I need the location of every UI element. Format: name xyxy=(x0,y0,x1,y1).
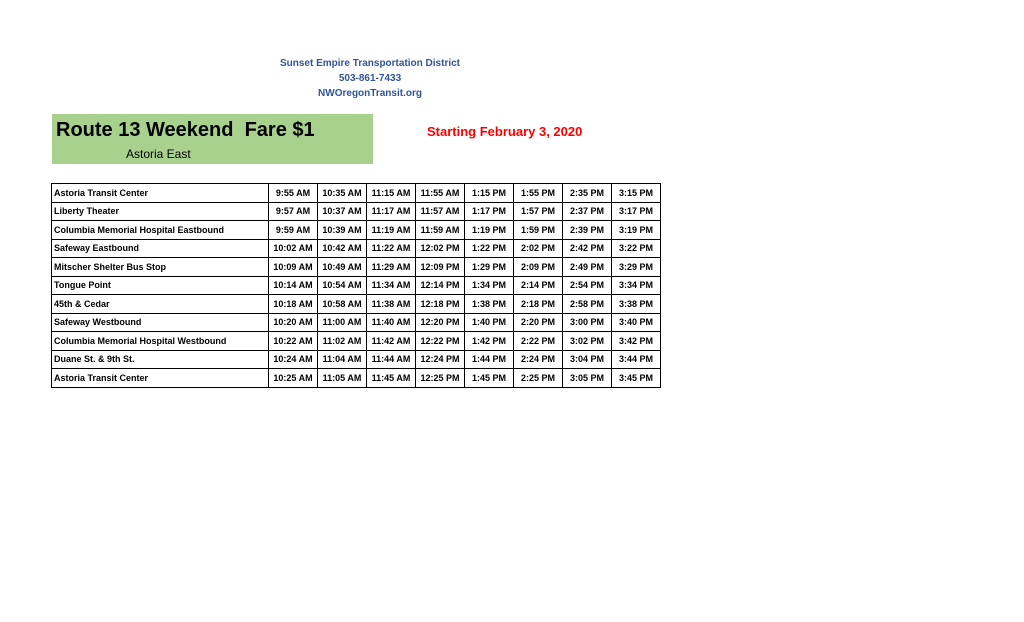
stop-name-cell: Liberty Theater xyxy=(52,202,269,221)
table-row xyxy=(52,332,661,351)
departure-time-cell: 12:22 PM xyxy=(416,332,465,351)
departure-time-cell: 12:24 PM xyxy=(416,350,465,369)
departure-time-cell: 1:40 PM xyxy=(465,313,514,332)
departure-time-cell: 11:45 AM xyxy=(367,369,416,388)
table-row xyxy=(52,258,661,277)
departure-time-cell: 3:44 PM xyxy=(612,350,661,369)
departure-time-cell: 1:42 PM xyxy=(465,332,514,351)
departure-time-cell: 1:15 PM xyxy=(465,184,514,203)
departure-time-cell: 1:44 PM xyxy=(465,350,514,369)
table-row xyxy=(52,202,661,221)
stop-name-cell: Columbia Memorial Hospital Westbound xyxy=(52,332,269,351)
departure-time-cell: 2:42 PM xyxy=(563,239,612,258)
departure-time-cell: 1:17 PM xyxy=(465,202,514,221)
departure-time-cell: 3:40 PM xyxy=(612,313,661,332)
departure-time-cell: 10:35 AM xyxy=(318,184,367,203)
departure-time-cell: 1:57 PM xyxy=(514,202,563,221)
departure-time-cell: 11:55 AM xyxy=(416,184,465,203)
departure-time-cell: 2:37 PM xyxy=(563,202,612,221)
departure-time-cell: 2:18 PM xyxy=(514,295,563,314)
table-row xyxy=(52,221,661,240)
departure-time-cell: 2:39 PM xyxy=(563,221,612,240)
departure-time-cell: 2:54 PM xyxy=(563,276,612,295)
departure-time-cell: 11:22 AM xyxy=(367,239,416,258)
departure-time-cell: 11:15 AM xyxy=(367,184,416,203)
departure-time-cell: 2:49 PM xyxy=(563,258,612,277)
departure-time-cell: 11:05 AM xyxy=(318,369,367,388)
departure-time-cell: 11:17 AM xyxy=(367,202,416,221)
departure-time-cell: 1:22 PM xyxy=(465,239,514,258)
table-row xyxy=(52,369,661,388)
departure-time-cell: 9:59 AM xyxy=(269,221,318,240)
departure-time-cell: 10:39 AM xyxy=(318,221,367,240)
departure-time-cell: 10:18 AM xyxy=(269,295,318,314)
schedule-body xyxy=(52,184,661,388)
start-date-notice: Starting February 3, 2020 xyxy=(427,124,583,139)
departure-time-cell: 10:24 AM xyxy=(269,350,318,369)
departure-time-cell: 11:44 AM xyxy=(367,350,416,369)
departure-time-cell: 12:20 PM xyxy=(416,313,465,332)
departure-time-cell: 10:37 AM xyxy=(318,202,367,221)
departure-time-cell: 11:57 AM xyxy=(416,202,465,221)
departure-time-cell: 10:54 AM xyxy=(318,276,367,295)
departure-time-cell: 11:29 AM xyxy=(367,258,416,277)
departure-time-cell: 12:25 PM xyxy=(416,369,465,388)
departure-time-cell: 1:34 PM xyxy=(465,276,514,295)
departure-time-cell: 10:22 AM xyxy=(269,332,318,351)
departure-time-cell: 3:38 PM xyxy=(612,295,661,314)
departure-time-cell: 11:42 AM xyxy=(367,332,416,351)
agency-website: NWOregonTransit.org xyxy=(318,88,422,99)
departure-time-cell: 3:05 PM xyxy=(563,369,612,388)
departure-time-cell: 11:19 AM xyxy=(367,221,416,240)
departure-time-cell: 2:35 PM xyxy=(563,184,612,203)
departure-time-cell: 11:40 AM xyxy=(367,313,416,332)
table-row xyxy=(52,184,661,203)
table-row xyxy=(52,313,661,332)
departure-time-cell: 3:19 PM xyxy=(612,221,661,240)
departure-time-cell: 3:45 PM xyxy=(612,369,661,388)
stop-name-cell: Mitscher Shelter Bus Stop xyxy=(52,258,269,277)
departure-time-cell: 10:49 AM xyxy=(318,258,367,277)
departure-time-cell: 3:34 PM xyxy=(612,276,661,295)
departure-time-cell: 11:34 AM xyxy=(367,276,416,295)
departure-time-cell: 11:02 AM xyxy=(318,332,367,351)
stop-name-cell: Astoria Transit Center xyxy=(52,184,269,203)
departure-time-cell: 3:42 PM xyxy=(612,332,661,351)
departure-time-cell: 3:17 PM xyxy=(612,202,661,221)
stop-name-cell: 45th & Cedar xyxy=(52,295,269,314)
departure-time-cell: 2:22 PM xyxy=(514,332,563,351)
departure-time-cell: 10:09 AM xyxy=(269,258,318,277)
departure-time-cell: 1:19 PM xyxy=(465,221,514,240)
table-row xyxy=(52,295,661,314)
departure-time-cell: 2:58 PM xyxy=(563,295,612,314)
agency-header xyxy=(260,56,480,101)
departure-time-cell: 10:42 AM xyxy=(318,239,367,258)
departure-time-cell: 1:55 PM xyxy=(514,184,563,203)
departure-time-cell: 1:59 PM xyxy=(514,221,563,240)
schedule-table xyxy=(51,183,661,388)
departure-time-cell: 3:00 PM xyxy=(563,313,612,332)
departure-time-cell: 1:45 PM xyxy=(465,369,514,388)
departure-time-cell: 3:04 PM xyxy=(563,350,612,369)
route-title: Route 13 Weekend Fare $1 xyxy=(56,119,315,141)
stop-name-cell: Columbia Memorial Hospital Eastbound xyxy=(52,221,269,240)
table-row xyxy=(52,350,661,369)
departure-time-cell: 11:00 AM xyxy=(318,313,367,332)
stop-name-cell: Safeway Eastbound xyxy=(52,239,269,258)
departure-time-cell: 2:25 PM xyxy=(514,369,563,388)
departure-time-cell: 9:57 AM xyxy=(269,202,318,221)
departure-time-cell: 11:59 AM xyxy=(416,221,465,240)
departure-time-cell: 2:24 PM xyxy=(514,350,563,369)
departure-time-cell: 9:55 AM xyxy=(269,184,318,203)
departure-time-cell: 12:02 PM xyxy=(416,239,465,258)
departure-time-cell: 3:29 PM xyxy=(612,258,661,277)
departure-time-cell: 11:04 AM xyxy=(318,350,367,369)
departure-time-cell: 3:02 PM xyxy=(563,332,612,351)
route-subtitle: Astoria East xyxy=(126,147,191,161)
table-row xyxy=(52,276,661,295)
agency-phone: 503-861-7433 xyxy=(338,73,402,84)
departure-time-cell: 2:02 PM xyxy=(514,239,563,258)
departure-time-cell: 12:09 PM xyxy=(416,258,465,277)
departure-time-cell: 10:14 AM xyxy=(269,276,318,295)
departure-time-cell: 10:25 AM xyxy=(269,369,318,388)
departure-time-cell: 10:02 AM xyxy=(269,239,318,258)
route-banner xyxy=(52,114,373,164)
departure-time-cell: 2:09 PM xyxy=(514,258,563,277)
stop-name-cell: Astoria Transit Center xyxy=(52,369,269,388)
departure-time-cell: 2:20 PM xyxy=(514,313,563,332)
agency-name: Sunset Empire Transportation District xyxy=(279,58,461,69)
departure-time-cell: 12:14 PM xyxy=(416,276,465,295)
departure-time-cell: 10:58 AM xyxy=(318,295,367,314)
departure-time-cell: 12:18 PM xyxy=(416,295,465,314)
table-row xyxy=(52,239,661,258)
departure-time-cell: 1:29 PM xyxy=(465,258,514,277)
stop-name-cell: Duane St. & 9th St. xyxy=(52,350,269,369)
departure-time-cell: 11:38 AM xyxy=(367,295,416,314)
departure-time-cell: 3:22 PM xyxy=(612,239,661,258)
departure-time-cell: 1:38 PM xyxy=(465,295,514,314)
stop-name-cell: Tongue Point xyxy=(52,276,269,295)
departure-time-cell: 3:15 PM xyxy=(612,184,661,203)
departure-time-cell: 10:20 AM xyxy=(269,313,318,332)
departure-time-cell: 2:14 PM xyxy=(514,276,563,295)
stop-name-cell: Safeway Westbound xyxy=(52,313,269,332)
